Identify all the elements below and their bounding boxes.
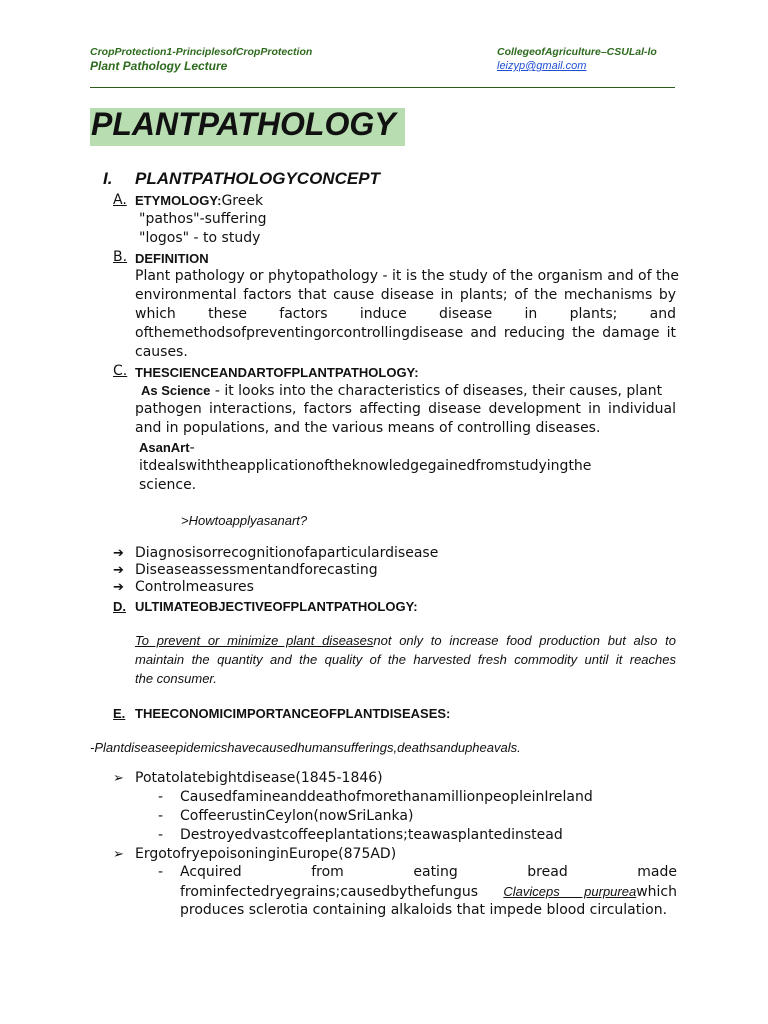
science-text-1: - it looks into the characteristics of diseases, their causes, plant <box>210 383 663 399</box>
art-line-label <box>139 438 195 458</box>
arrow-bullet-icon: ➔ <box>113 580 124 595</box>
etymology-label: ETYMOLOGY: <box>135 193 222 208</box>
as-science-label: As Science <box>141 383 211 398</box>
definition-line-1: Plant pathology or phytopathology - it is the study of the organism and of the <box>135 268 679 284</box>
ergot-sub-line-3: produces sclerotia containing alkaloids that impede blood circulation. <box>180 902 668 918</box>
science-line-3: and in populations, and the various means of controlling diseases. <box>135 420 601 436</box>
art-line-1: itdealswiththeapplicationoftheknowledgegainedfromstudyingthe <box>139 458 592 474</box>
section-number: I. <box>103 169 113 188</box>
dash-bullet-icon: - <box>158 808 164 824</box>
header-divider <box>90 87 675 88</box>
etymology-pathos: "pathos"-suffering <box>139 211 267 227</box>
objective-line-2: maintain the quantity and the quality of the harvested fresh commodity until it reaches <box>135 652 676 667</box>
science-line-2: pathogen interactions, factors affecting disease development in individual <box>135 401 676 417</box>
economic-intro: -Plantdiseaseepidemicshavecausedhumansufferings,deathsandupheavals. <box>90 740 521 755</box>
etymology-logos: "logos" - to study <box>139 230 261 246</box>
page-title: PLANTPATHOLOGY <box>91 106 396 142</box>
definition-line-4: ofthemethodsofpreventingorcontrollingdisease and reducing the damage it <box>135 325 676 341</box>
ergot-sub-line-2-pre: frominfectedryegrains;causedbythefungus <box>180 884 479 900</box>
definition-line-2: environmental factors that cause disease in plants; of the mechanisms by <box>135 287 676 303</box>
ergot-title: ErgotofryepoisoninginEurope(875AD) <box>135 846 397 862</box>
science-art-label: THESCIENCEANDARTOFPLANTPATHOLOGY: <box>135 365 419 380</box>
arrow-bullet-icon: ➔ <box>113 563 124 578</box>
item-letter-e: E. <box>113 706 126 721</box>
dash-bullet-icon: - <box>158 864 164 880</box>
dash-bullet-icon: - <box>158 789 164 805</box>
potato-blight-title: Potatolatebightdisease(1845-1846) <box>135 770 383 786</box>
etymology-line <box>135 191 263 211</box>
bullet-control: Controlmeasures <box>135 579 254 595</box>
art-line-2: science. <box>139 477 197 493</box>
etymology-value: Greek <box>221 193 264 209</box>
ergot-sub-line-1: Acquired from eating bread made <box>180 864 677 880</box>
fungus-name: Claviceps purpurea <box>503 884 637 899</box>
header-course: CropProtection1-PrinciplesofCropProtection <box>90 46 313 58</box>
header-email-link[interactable]: leizyp@gmail.com <box>497 60 587 72</box>
triangle-bullet-icon: ➢ <box>113 771 124 786</box>
objective-line-3: the consumer. <box>135 671 217 686</box>
header-lecture: Plant Pathology Lecture <box>90 59 228 73</box>
as-art-dash: - <box>189 440 195 456</box>
potato-sub-2: CoffeerustinCeylon(nowSriLanka) <box>180 808 414 824</box>
as-art-label: AsanArt <box>139 440 190 455</box>
objective-label: ULTIMATEOBJECTIVEOFPLANTPATHOLOGY: <box>135 599 418 614</box>
bullet-assessment: Diseaseassessmentandforecasting <box>135 562 378 578</box>
objective-line-1 <box>135 631 676 650</box>
header-college: CollegeofAgriculture–CSULal-lo <box>497 46 657 58</box>
dash-bullet-icon: - <box>158 827 164 843</box>
bullet-diagnosis: Diagnosisorrecognitionofaparticulardisease <box>135 545 439 561</box>
item-letter-a: A. <box>113 192 127 208</box>
ergot-sub-line-2 <box>180 882 677 902</box>
ergot-sub-line-2-post: which <box>636 884 677 900</box>
item-letter-c: C. <box>113 363 128 379</box>
triangle-bullet-icon: ➢ <box>113 847 124 862</box>
potato-sub-3: Destroyedvastcoffeeplantations;teawasplantedinstead <box>180 827 563 843</box>
objective-underlined: To prevent or minimize plant diseases <box>135 633 374 648</box>
science-line-1 <box>141 381 676 401</box>
definition-line-5: causes. <box>135 344 188 360</box>
definition-line-3: which these factors induce disease in plants; and <box>135 306 676 322</box>
item-letter-d: D. <box>113 599 126 614</box>
section-heading: PLANTPATHOLOGYCONCEPT <box>135 169 380 188</box>
arrow-bullet-icon: ➔ <box>113 546 124 561</box>
how-to-apply-question: >Howtoapplyasanart? <box>181 513 308 528</box>
item-letter-b: B. <box>113 249 128 265</box>
potato-sub-1: CausedfamineanddeathofmorethanamillionpeopleinIreland <box>180 789 593 805</box>
definition-label: DEFINITION <box>135 251 209 266</box>
objective-line-1-rest: not only to increase food production but also to <box>373 633 676 648</box>
economic-importance-label: THEECONOMICIMPORTANCEOFPLANTDISEASES: <box>135 706 451 721</box>
